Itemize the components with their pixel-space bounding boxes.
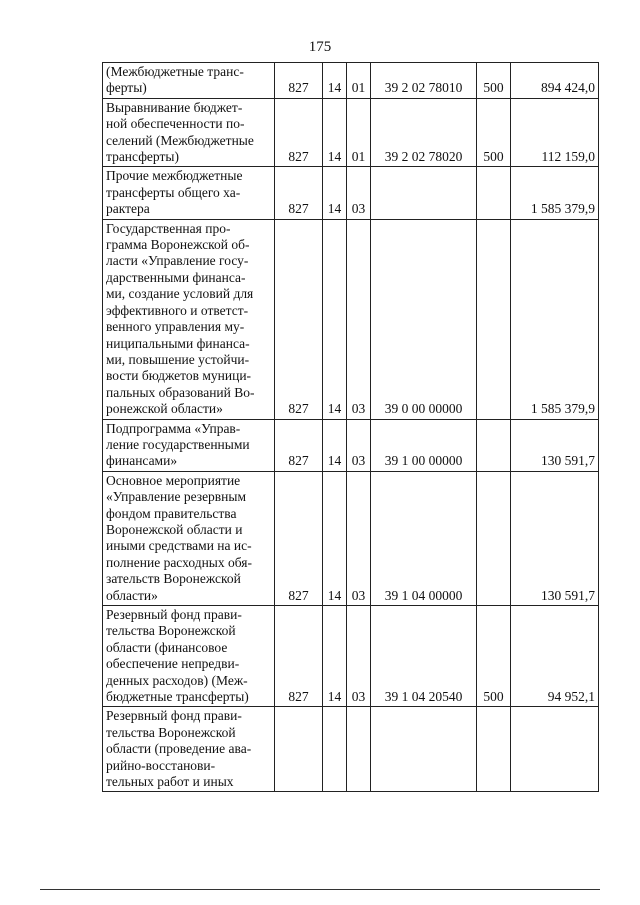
item-name-line: ниципальными финанса-: [106, 335, 250, 351]
item-name-line: селений (Межбюджетные: [106, 132, 254, 148]
amount-cell: 1 585 379,9: [511, 219, 599, 419]
item-name-line: бюджетные трансферты): [106, 689, 249, 705]
item-name-line: ферты): [106, 80, 147, 96]
item-name-line: вости бюджетов муници-: [106, 368, 252, 384]
expense-type-cell: [477, 419, 511, 471]
amount-cell: 130 591,7: [511, 471, 599, 605]
target-article-cell: 39 1 04 20540: [371, 606, 477, 707]
expense-type-cell: [477, 707, 511, 792]
ministry-code-cell: 827: [275, 606, 323, 707]
footer-rule: [40, 889, 600, 890]
subsection-code-cell: 01: [347, 63, 371, 99]
item-name-line: венного управления му-: [106, 319, 245, 335]
item-name-line: Подпрограмма «Управ-: [106, 420, 241, 436]
target-article-cell: 39 0 00 00000: [371, 219, 477, 419]
page-number: 175: [308, 39, 332, 55]
section-code-cell: 14: [323, 219, 347, 419]
ministry-code-cell: 827: [275, 471, 323, 605]
table-row: [103, 63, 599, 99]
target-article-cell: 39 2 02 78010: [371, 63, 477, 99]
item-name-line: фондом правительства: [106, 505, 237, 521]
table-row: [103, 606, 599, 707]
table-row: [103, 471, 599, 605]
table-row: [103, 419, 599, 471]
item-name-line: области (финансовое: [106, 639, 228, 655]
item-name-line: иными средствами на ис-: [106, 538, 252, 554]
item-name-line: ми, создание условий для: [106, 286, 254, 302]
item-name-line: Основное мероприятие: [106, 472, 241, 488]
amount-cell: 112 159,0: [511, 98, 599, 167]
ministry-code-cell: 827: [275, 98, 323, 167]
item-name-line: ронежской области»: [106, 401, 223, 417]
section-code-cell: 14: [323, 471, 347, 605]
item-name-line: Резервный фонд прави-: [106, 708, 242, 724]
budget-table-body: [103, 63, 599, 792]
item-name-line: обеспечение непредви-: [106, 656, 240, 672]
item-name-line: тельства Воронежской: [106, 623, 236, 639]
item-name-cell: [103, 219, 275, 419]
item-name-line: ми, повышение устойчи-: [106, 351, 250, 367]
ministry-code-cell: [275, 707, 323, 792]
expense-type-cell: 500: [477, 98, 511, 167]
item-name-line: полнение расходных обя-: [106, 554, 252, 570]
item-name-line: «Управление резервным: [106, 489, 247, 505]
table-row: [103, 98, 599, 167]
subsection-code-cell: 03: [347, 419, 371, 471]
subsection-code-cell: 03: [347, 606, 371, 707]
table-row: [103, 707, 599, 792]
expense-type-cell: 500: [477, 606, 511, 707]
ministry-code-cell: 827: [275, 419, 323, 471]
amount-cell: 894 424,0: [511, 63, 599, 99]
target-article-cell: 39 2 02 78020: [371, 98, 477, 167]
subsection-code-cell: 01: [347, 98, 371, 167]
item-name-line: Прочие межбюджетные: [106, 168, 243, 184]
subsection-code-cell: 03: [347, 471, 371, 605]
item-name-line: Воронежской области и: [106, 521, 243, 537]
item-name-line: области»: [106, 587, 158, 603]
budget-table: [102, 62, 599, 792]
subsection-code-cell: [347, 707, 371, 792]
item-name-line: Резервный фонд прави-: [106, 607, 242, 622]
item-name-line: ление государственными: [106, 436, 250, 452]
item-name-cell: [103, 419, 275, 471]
item-name-cell: [103, 471, 275, 605]
section-code-cell: 14: [323, 63, 347, 99]
item-name-line: Государственная про-: [106, 220, 231, 236]
section-code-cell: 14: [323, 419, 347, 471]
subsection-code-cell: 03: [347, 167, 371, 219]
item-name-cell: [103, 707, 275, 792]
ministry-code-cell: 827: [275, 167, 323, 219]
target-article-cell: 39 1 00 00000: [371, 419, 477, 471]
section-code-cell: 14: [323, 606, 347, 707]
subsection-code-cell: 03: [347, 219, 371, 419]
item-name-line: зательств Воронежской: [106, 571, 241, 587]
amount-cell: 130 591,7: [511, 419, 599, 471]
amount-cell: 94 952,1: [511, 606, 599, 707]
item-name-line: области (проведение ава-: [106, 741, 252, 757]
item-name-line: тельства Воронежской: [106, 724, 236, 740]
item-name-line: грамма Воронежской об-: [106, 237, 250, 253]
item-name-line: тельных работ и иных: [106, 774, 234, 790]
target-article-cell: [371, 167, 477, 219]
table-row: [103, 167, 599, 219]
target-article-cell: 39 1 04 00000: [371, 471, 477, 605]
amount-cell: [511, 707, 599, 792]
item-name-line: ной обеспеченности по-: [106, 116, 245, 132]
section-code-cell: 14: [323, 167, 347, 219]
table-row: [103, 219, 599, 419]
section-code-cell: 14: [323, 98, 347, 167]
item-name-line: трансферты общего ха-: [106, 184, 241, 200]
item-name-cell: [103, 63, 275, 99]
item-name-line: рактера: [106, 201, 150, 217]
item-name-cell: [103, 98, 275, 167]
ministry-code-cell: 827: [275, 63, 323, 99]
expense-type-cell: 500: [477, 63, 511, 99]
item-name-line: денных расходов) (Меж-: [106, 672, 248, 688]
item-name-cell: [103, 167, 275, 219]
item-name-line: пальных образований Во-: [106, 384, 255, 400]
item-name-line: Выравнивание бюджет-: [106, 99, 243, 115]
item-name-line: рийно-восстанови-: [106, 757, 216, 773]
item-name-line: финансами»: [106, 453, 178, 469]
item-name-line: (Межбюджетные транс-: [106, 64, 244, 79]
expense-type-cell: [477, 219, 511, 419]
ministry-code-cell: 827: [275, 219, 323, 419]
target-article-cell: [371, 707, 477, 792]
item-name-line: трансферты): [106, 149, 179, 165]
item-name-line: ласти «Управление госу-: [106, 253, 249, 269]
item-name-line: эффективного и ответст-: [106, 302, 249, 318]
section-code-cell: [323, 707, 347, 792]
amount-cell: 1 585 379,9: [511, 167, 599, 219]
expense-type-cell: [477, 471, 511, 605]
item-name-line: дарственными финанса-: [106, 269, 246, 285]
item-name-cell: [103, 606, 275, 707]
expense-type-cell: [477, 167, 511, 219]
